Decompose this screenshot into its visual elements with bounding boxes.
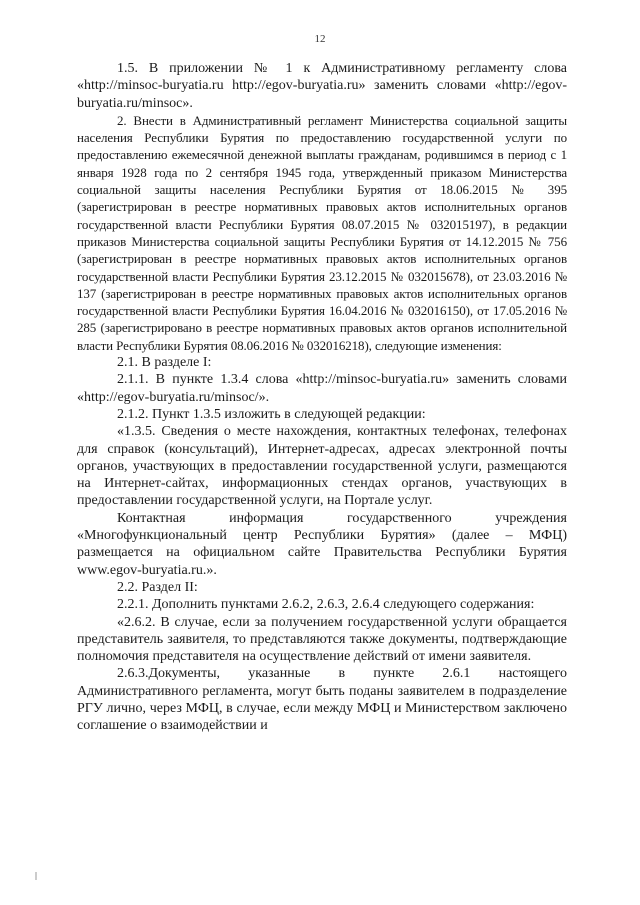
paragraph-2-1: 2.1. В разделе I: [117, 355, 212, 371]
page-number: 12 [314, 33, 326, 45]
paragraph-2-intro: 2. Внести в Административный регламент Министерства социальной защиты населения Республики Бурятия по предоставлению государственной услуги по предоставлению ежемесячной денежной выплаты гражданам, родившимся в период с 1 января 1928 года по 2 сентября 1945 года, утвержденный приказом Министерства социальной защиты населения Республики Бурятия от 18.06.2015 № 395 (зарегистрирован в реестре нормативных правовых актов исполнительных органов государственной власти Республики Бурятия 08.07.2015 № 032015197), в редакции приказов Министерства социальной защиты Республики Бурятия от 14.12.2015 № 756 (зарегистрирован в реестре нормативных правовых актов исполнительных органов государственной власти Республики Бурятия 23.12.2015 № 032015678), от 23.03.2016 № 137 (зарегистрирован в реестре нормативных правовых актов исполнительных органов государственной власти Республики Бурятия 16.04.2016 № 032016150), от 17.05.2016 № 285 (зарегистрировано в реестре нормативных правовых актов органов исполнительной власти Республики Бурятия 08.06.2016 № 032016218), следующие изменения: [77, 112, 567, 353]
paragraph-2-6-2: «2.6.2. В случае, если за получением государственной услуги обращается представитель заявителя, то представляются также документы, подтверждающие полномочия представителя на осуществление действий от имени заявителя. [77, 614, 567, 665]
paragraph-contact-info: Контактная информация государственного учреждения «Многофункциональный центр Республики Бурятия» (далее – МФЦ) размещается на официальном сайте Правительства Республики Бурятия www.egov-buryatia.ru.». [77, 510, 567, 578]
paragraph-2-1-1: 2.1.1. В пункте 1.3.4 слова «http://minsoc-buryatia.ru» заменить словами «http://egov-buryatia.ru/minsoc/». [77, 372, 567, 405]
paragraph-2-6-3: 2.6.3.Документы, указанные в пункте 2.6.1 настоящего Административного регламента, могут быть поданы заявителем в подразделение РГУ лично, через МФЦ, в случае, если между МФЦ и Министерством заключено соглашение о взаимодействии и [77, 666, 567, 734]
document-body [77, 60, 567, 735]
paragraph-1-3-5: «1.3.5. Сведения о месте нахождения, контактных телефонах, телефонах для справок (консультаций), Интернет-адресах, адресах электронной почты органов, участвующих в предоставлении государственной услуги, размещаются на Интернет-сайтах, информационных стендах органов, участвующих в предоставлении государственной услуги, на Портале услуг. [77, 424, 567, 509]
paragraph-2-1-2: 2.1.2. Пункт 1.3.5 изложить в следующей редакции: [117, 406, 426, 422]
paragraph-2-2: 2.2. Раздел II: [117, 579, 198, 595]
scan-margin-mark [35, 872, 37, 880]
paragraph-2-2-1: 2.2.1. Дополнить пунктами 2.6.2, 2.6.3, 2.6.4 следующего содержания: [117, 597, 535, 613]
paragraph-1-5: 1.5. В приложении № 1 к Административному регламенту слова «http://minsoc-buryatia.ru http://egov-buryatia.ru» заменить словами «http://egov-buryatia.ru/minsoc». [77, 61, 567, 111]
